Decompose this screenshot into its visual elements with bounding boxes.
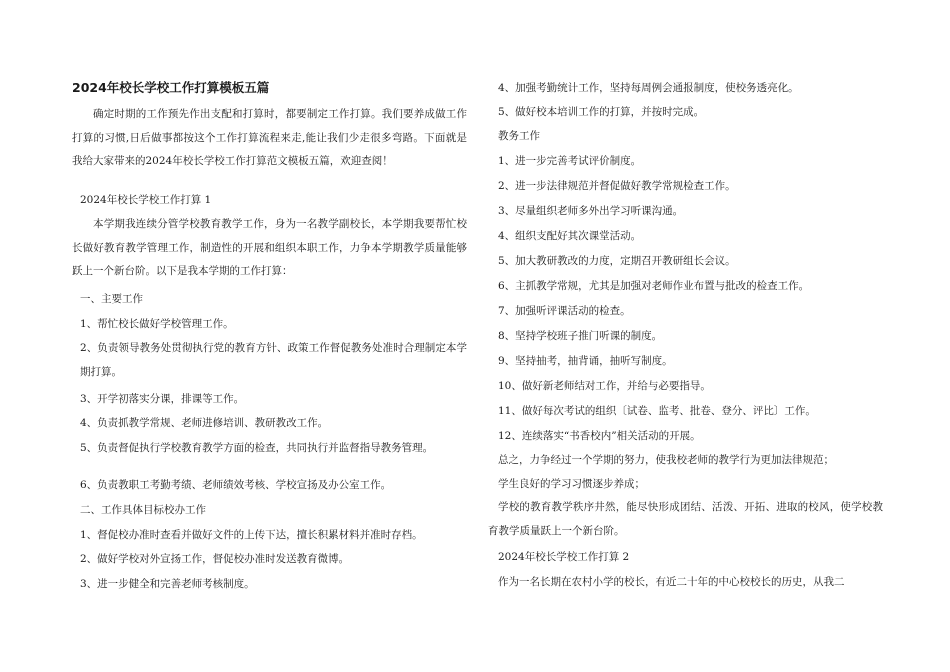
body-paragraph: 作为一名长期在农村小学的校长，有近二十年的中心校校长的历史，从我二 <box>498 576 845 588</box>
body-paragraph: 总之，力争经过一个学期的努力，使我校老师的教学行为更加法律规范； <box>498 454 834 466</box>
list-item: 5、负责督促执行学校教育教学方面的检查，共同执行并监督指导教务管理。 <box>80 442 434 454</box>
list-item: 5、加大教研教改的力度，定期召开教研组长会议。 <box>498 255 736 267</box>
subheading-targets: 二、工作具体目标校办工作 <box>80 504 206 516</box>
subheading-main-work: 一、主要工作 <box>80 293 143 305</box>
body-paragraph: 学校的教育教学秩序井然，能尽快形成团结、活泼、开拓、进取的校风，使学校教育教学质量跃上一个新台阶。 <box>488 501 883 537</box>
list-item: 6、主抓教学常规，尤其是加强对老师作业布置与批改的检查工作。 <box>498 280 810 292</box>
subheading-academic: 教务工作 <box>498 130 540 142</box>
body-paragraph: 学生良好的学习习惯逐步养成； <box>498 478 645 490</box>
list-item: 4、负责抓教学常规、老师进修培训、教研教改工作。 <box>80 417 329 429</box>
list-item: 3、尽量组织老师多外出学习听课沟通。 <box>498 205 684 217</box>
document-title: 2024年校长学校工作打算模板五篇 <box>72 80 270 95</box>
list-item: 2、进一步法律规范并督促做好教学常规检查工作。 <box>498 180 736 192</box>
list-item: 1、督促校办准时查看并做好文件的上传下达，擅长积累材料并准时存档。 <box>80 529 423 541</box>
intro-paragraph: 确定时期的工作预先作出支配和打算时，都要制定工作打算。我们要养成做工作打算的习惯,日后做事都按这个工作打算流程来走,能让我们少走很多弯路。下面就是我给大家带来的2024年校长学校工作打算范文模板五篇，欢迎查阅！ <box>72 108 467 167</box>
list-item: 1、帮忙校长做好学校管理工作。 <box>80 318 234 330</box>
list-item: 3、开学初落实分课，排课等工作。 <box>80 393 245 405</box>
list-item: 4、组织支配好其次课堂活动。 <box>498 230 642 242</box>
list-item: 4、加强考勤统计工作，坚持每周例会通报制度，使校务透亮化。 <box>498 82 799 94</box>
section-heading-1: 2024年校长学校工作打算 1 <box>80 194 212 206</box>
body-paragraph: 本学期我连续分管学校教育教学工作，身为一名教学副校长，本学期我要帮忙校长做好教育教学管理工作，制造性的开展和组织本职工作，力争本学期教学质量能够跃上一个新台阶。以下是我本学期的工作打算： <box>72 218 467 277</box>
list-item: 7、加强听评课活动的检查。 <box>498 305 631 317</box>
list-item: 11、做好每次考试的组织〔试卷、监考、批卷、登分、评比〕工作。 <box>498 405 816 417</box>
section-heading-2: 2024年校长学校工作打算 2 <box>498 551 630 563</box>
list-item: 9、坚持抽考，抽背诵，抽听写制度。 <box>498 355 673 367</box>
list-item: 2、负责领导教务处贯彻执行党的教育方针、政策工作督促教务处准时合理制定本学期打算。 <box>80 342 467 378</box>
list-item: 5、做好校本培训工作的打算，并按时完成。 <box>498 106 705 118</box>
list-item: 2、做好学校对外宣扬工作，督促校办准时发送教育微博。 <box>80 553 350 565</box>
list-item: 3、进一步健全和完善老师考核制度。 <box>80 578 255 590</box>
list-item: 10、做好新老师结对工作，并给与必要指导。 <box>498 380 711 392</box>
list-item: 8、坚持学校班子推门听课的制度。 <box>498 330 663 342</box>
list-item: 1、进一步完善考试评价制度。 <box>498 155 642 167</box>
list-item: 12、连续落实“书香校内”相关活动的开展。 <box>498 430 701 442</box>
list-item: 6、负责教职工考勤考绩、老师绩效考核、学校宣扬及办公室工作。 <box>80 479 392 491</box>
